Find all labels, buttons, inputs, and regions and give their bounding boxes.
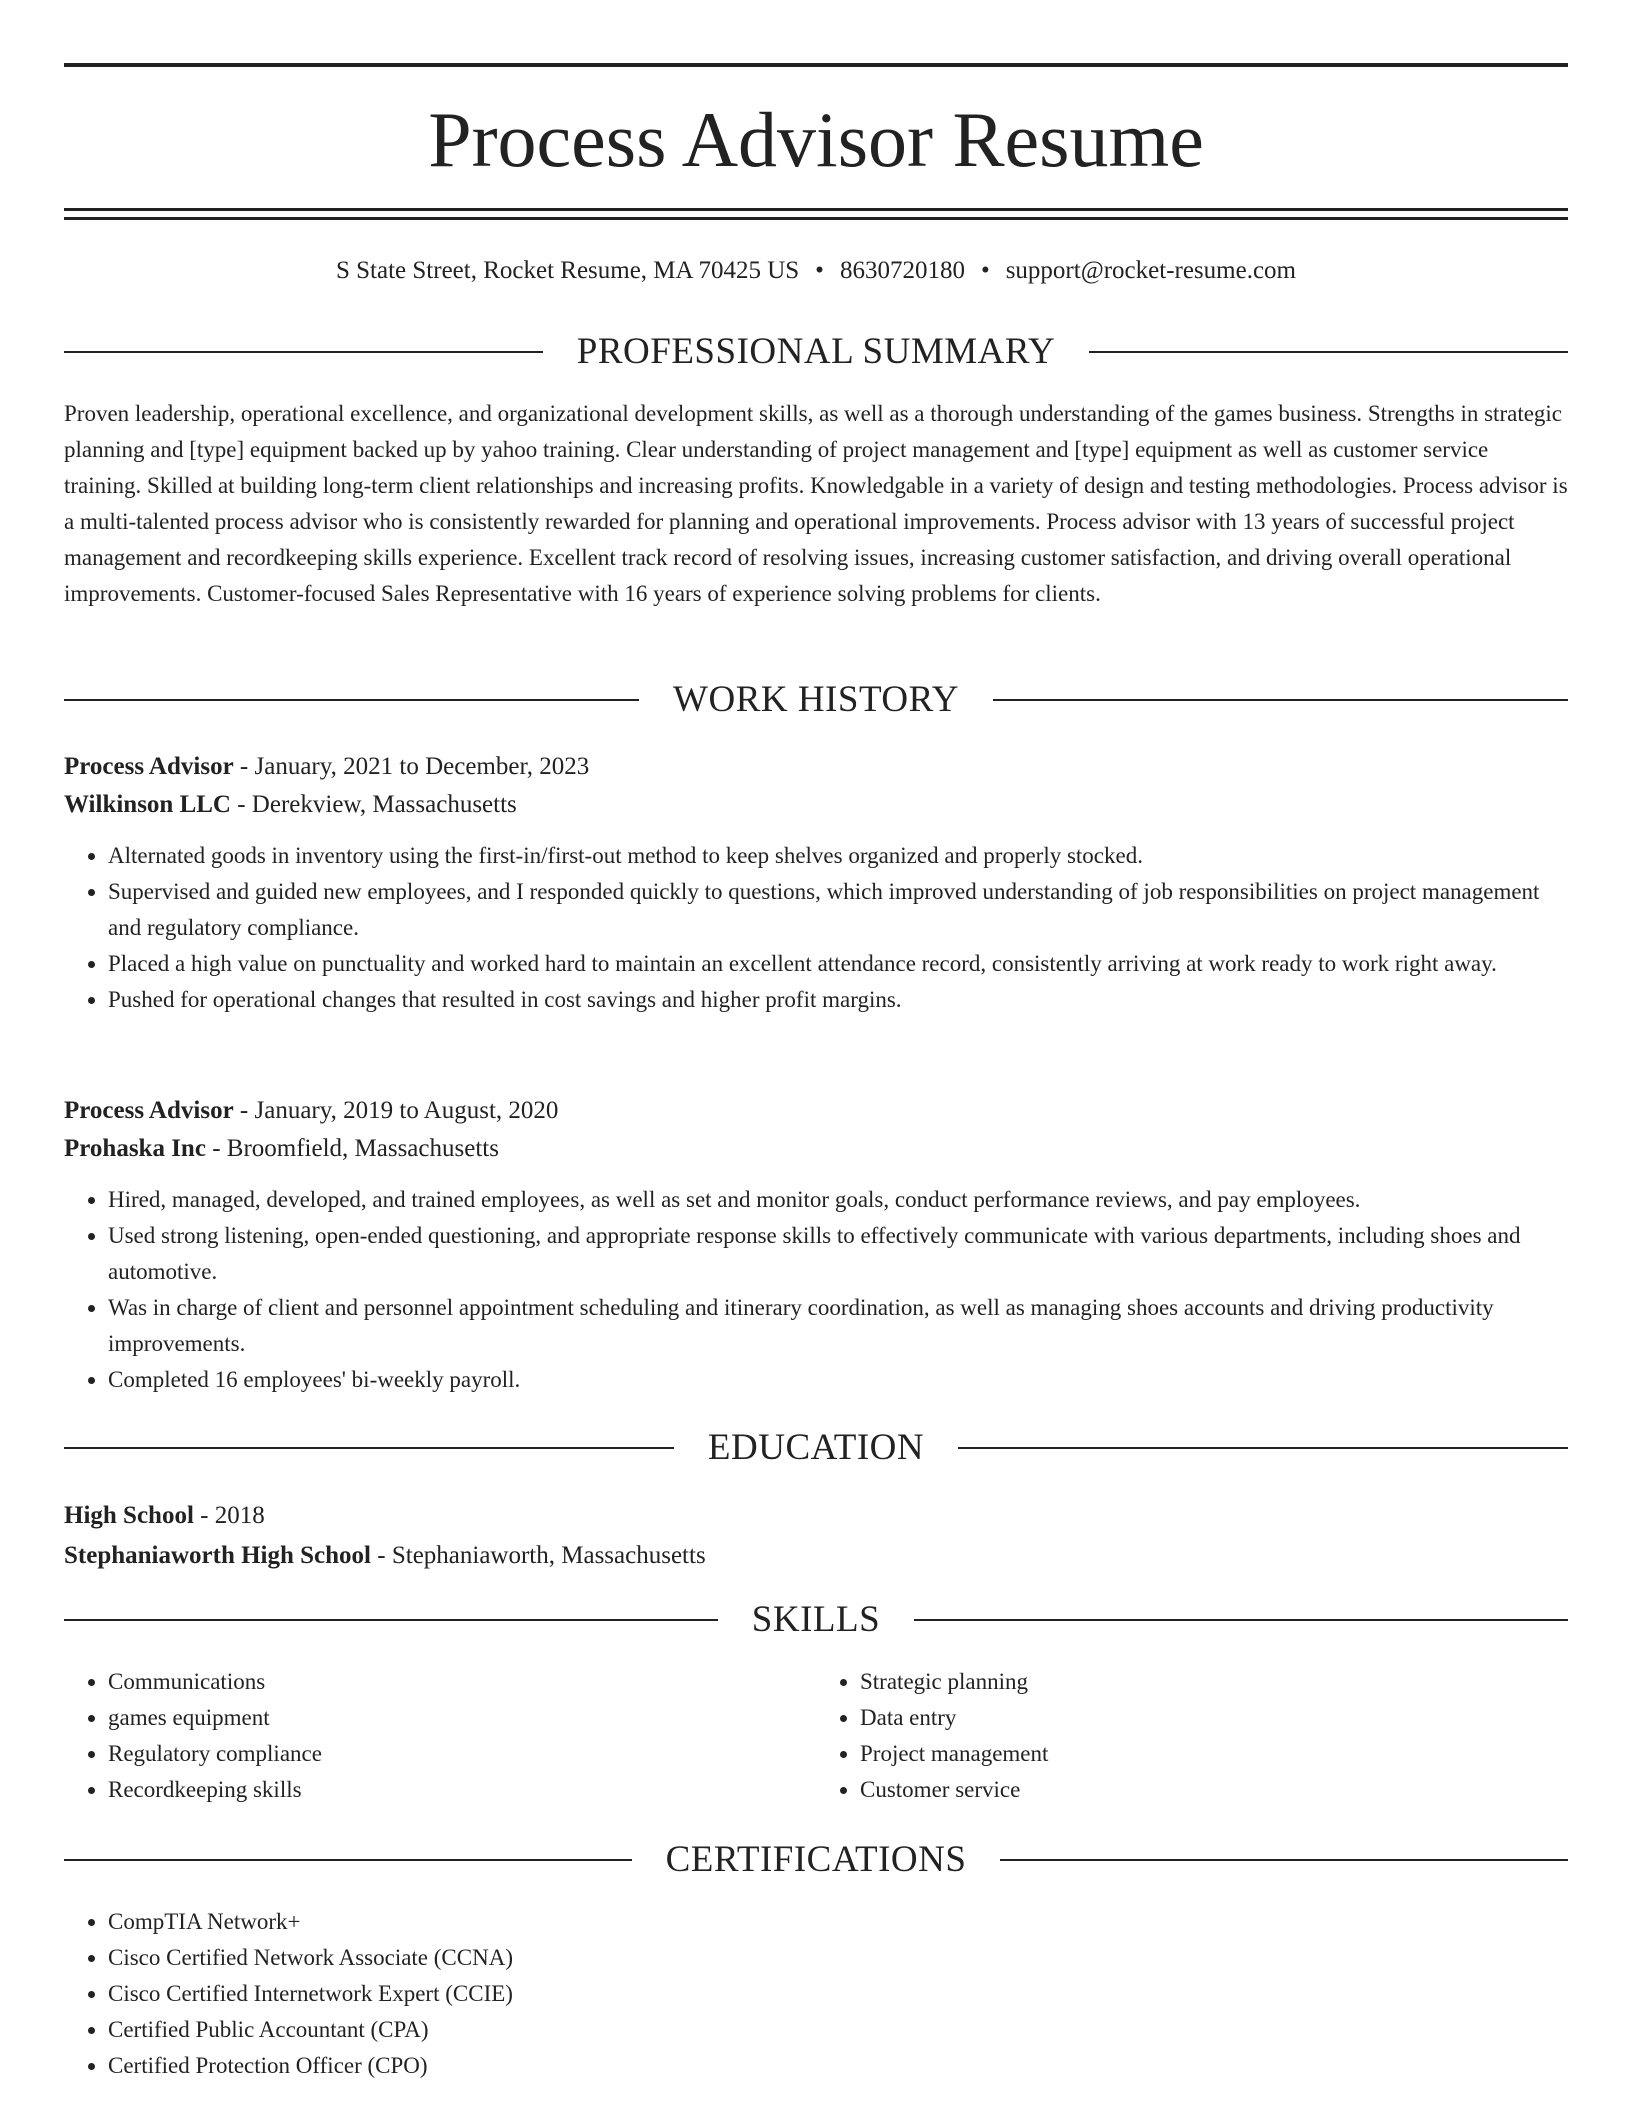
section-heading-summary [64,332,1568,372]
heading-rule [993,699,1568,701]
list-item: • Supervised and guided new employees, and I responded quickly to questions, which improved understanding of job responsibilities on project management and regulatory compliance. [108,874,1568,946]
section-heading-skills [64,1600,1568,1640]
heading-rule [914,1619,1568,1621]
job-bullets [64,1182,1568,1398]
job-company: Wilkinson LLC [64,791,231,818]
heading-rule [64,1859,632,1861]
section-title: WORK HISTORY [673,679,959,720]
section-heading-education [64,1428,1568,1468]
skill-item: • Strategic planning [860,1664,1568,1700]
heading-rule [64,351,543,353]
job-company: Prohaska Inc [64,1135,206,1162]
job-entry [64,1092,1568,1398]
education-entry [64,1496,1568,1576]
education-degree-line [64,1496,1568,1536]
heading-rule [64,1447,674,1449]
certifications-bullets [64,1904,1568,2084]
heading-rule [64,1619,718,1621]
certification-item: • Cisco Certified Internetwork Expert (CCIE) [108,1976,1568,2012]
skills-column-right [816,1664,1568,1808]
education-school-line [64,1536,1568,1576]
job-title: Process Advisor [64,1097,234,1124]
section-title: EDUCATION [707,1427,925,1468]
section-title: PROFESSIONAL SUMMARY [576,331,1056,372]
skill-item: • Project management [860,1736,1568,1772]
list-item: • Pushed for operational changes that resulted in cost savings and higher profit margins. [108,982,1568,1018]
education-school: Stephaniaworth High School [64,1542,372,1569]
list-item: • Completed 16 employees' bi-weekly payroll. [108,1362,1568,1398]
job-company-line [64,1130,1568,1168]
education-location: - Stephaniaworth, Massachusetts [371,1542,706,1569]
job-entry [64,748,1568,1018]
contact-separator: • [980,257,990,284]
skill-item: • Communications [108,1664,816,1700]
skills-column-left [64,1664,816,1808]
certifications-list [64,1904,1568,2084]
skill-item: • Recordkeeping skills [108,1772,816,1808]
list-item: • Hired, managed, developed, and trained employees, as well as set and monitor goals, conduct performance reviews, and pay employees. [108,1182,1568,1218]
certification-item: • CompTIA Network+ [108,1904,1568,1940]
job-location: - Broomfield, Massachusetts [205,1135,499,1162]
section-title: CERTIFICATIONS [665,1839,967,1880]
list-item: • Alternated goods in inventory using the first-in/first-out method to keep shelves organized and properly stocked. [108,838,1568,874]
heading-rule [64,699,639,701]
certification-item: • Cisco Certified Network Associate (CCNA) [108,1940,1568,1976]
job-title: Process Advisor [64,753,234,780]
section-title: SKILLS [751,1599,881,1640]
job-location: - Derekview, Massachusetts [230,791,517,818]
skill-item: • Data entry [860,1700,1568,1736]
title-double-rule [64,208,1568,220]
contact-line [64,254,1568,288]
summary-block [64,396,1568,612]
job-company-line [64,786,1568,824]
certification-item: • Certified Public Accountant (CPA) [108,2012,1568,2048]
resume-title: Process Advisor Resume [428,96,1204,183]
contact-address: S State Street, Rocket Resume, MA 70425 US [336,257,800,284]
job-bullets [64,838,1568,1018]
top-rule [64,63,1568,67]
skills-list [64,1664,1568,1808]
certification-item: • Certified Protection Officer (CPO) [108,2048,1568,2084]
heading-rule [1000,1859,1568,1861]
skill-item: • games equipment [108,1700,816,1736]
skill-item: • Regulatory compliance [108,1736,816,1772]
job-title-line [64,1092,1568,1130]
job-title-line [64,748,1568,786]
heading-rule [958,1447,1568,1449]
contact-separator: • [815,257,824,284]
education-year: - 2018 [193,1502,265,1529]
job-dates: - January, 2019 to August, 2020 [233,1097,559,1124]
list-item: • Was in charge of client and personnel appointment scheduling and itinerary coordination, as well as managing shoes accounts and driving productivity improvements. [108,1290,1568,1362]
list-item: • Used strong listening, open-ended questioning, and appropriate response skills to effectively communicate with various departments, including shoes and automotive. [108,1218,1568,1290]
education-degree: High School [64,1502,194,1529]
list-item: • Placed a high value on punctuality and worked hard to maintain an excellent attendance record, consistently arriving at work ready to work right away. [108,946,1568,982]
contact-phone: 8630720180 [839,257,965,284]
summary-text: Proven leadership, operational excellence, and organizational development skills, as well as a thorough understanding of the games business. Strengths in strategic planning and [type] equipment backed up by yahoo training. Clear understanding of project management and [type] equipment as well as customer service training. Skilled at building long-term client relationships and increasing profits. Knowledgable in a variety of design and testing methodologies. Process advisor is a multi-talented process advisor who is consistently rewarded for planning and operational improvements. Process advisor with 13 years of successful project management and recordkeeping skills experience. Excellent track record of resolving issues, increasing customer satisfaction, and driving overall operational improvements. Customer-focused Sales Representative with 16 years of experience solving problems for clients. [64,401,1568,606]
heading-rule [1089,351,1568,353]
section-heading-work [64,680,1568,720]
job-dates: - January, 2021 to December, 2023 [233,753,590,780]
contact-email: support@rocket-resume.com [1005,257,1296,284]
section-heading-certifications [64,1840,1568,1880]
skill-item: • Customer service [860,1772,1568,1808]
